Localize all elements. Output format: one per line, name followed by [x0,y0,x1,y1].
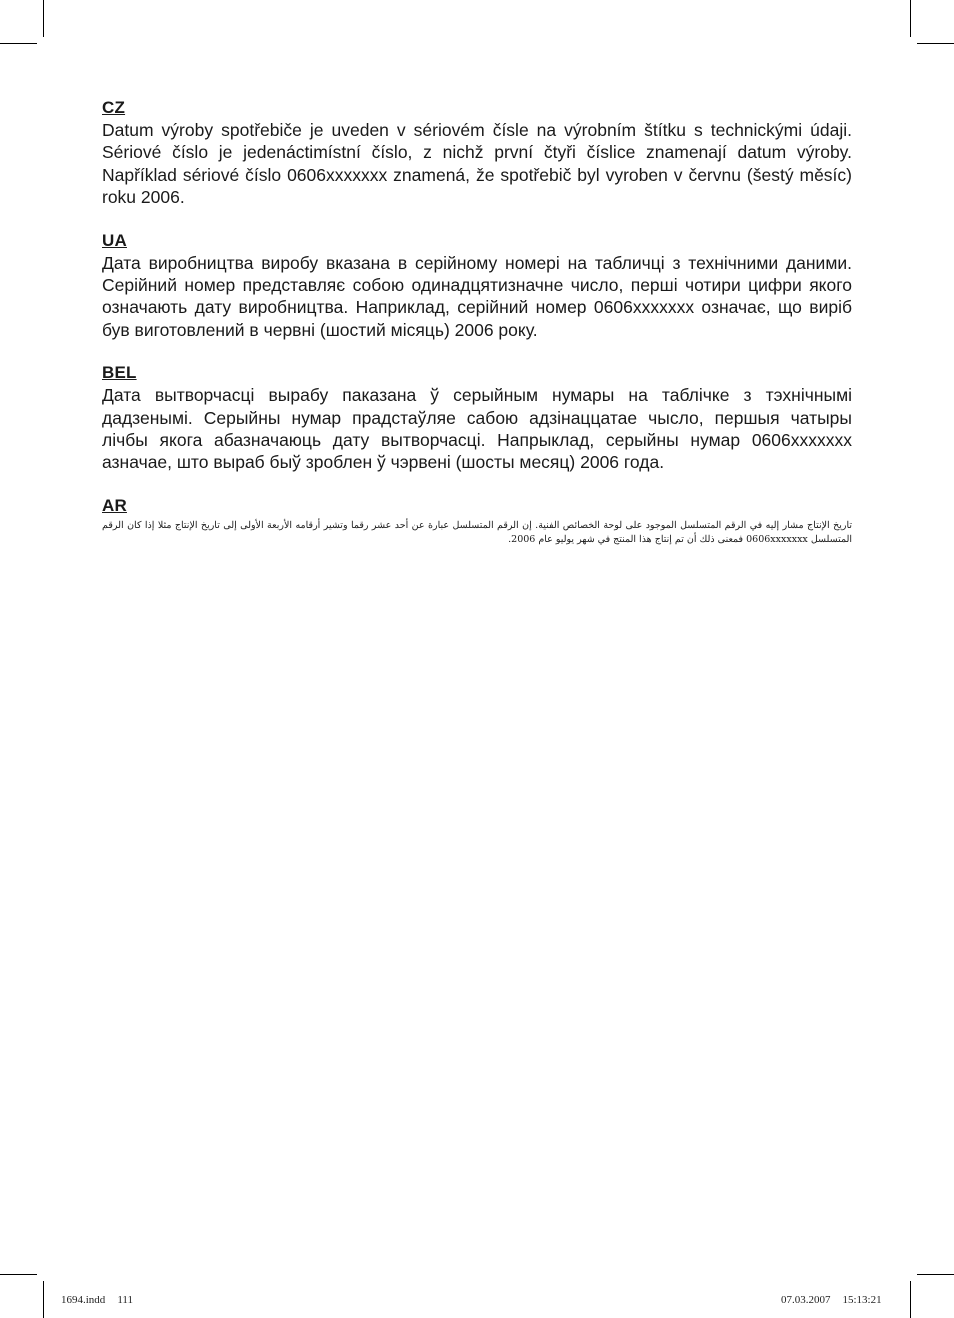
section-heading-cz: CZ [102,98,126,117]
section-heading-bel: BEL [102,363,137,383]
crop-mark-top-right-vertical [910,0,911,37]
section-bel [102,361,852,474]
section-text-ua: Дата виробництва виробу вказана в серійному номері на табличці з технічними даними. Серійний номер представляє собою одинадцятизначне число, перші чотири цифри якого означають дату виробництва. Наприклад, серійний номер 0606xxxxxxx означає, що виріб був виготовлений в червні (шостий місяць) 2006 року. [102,252,852,340]
section-ar [102,494,852,547]
footer-file-info [61,1294,133,1306]
crop-mark-bottom-left-horizontal [0,1274,37,1275]
footer-timestamp [781,1294,882,1306]
section-heading-ua: UA [102,230,127,250]
section-heading-ar: AR [102,495,127,515]
crop-mark-top-left-horizontal [0,43,37,44]
section-cz [102,96,852,209]
section-text-bel: Дата вытворчасці вырабу паказана ў серыйным нумары на таблічке з тэхнічнымі дадзенымі. Серыйны нумар прадстаўляе сабою адзінаццатае чысло, першыя чатыры лічбы якога абазначаюць дату вытворчасці. Напрыклад, серыйны нумар 0606xxxxxxx азначае, што выраб быў зроблен ў чэрвені (шосты месяц) 2006 года. [102,385,852,473]
crop-mark-bottom-right-vertical [910,1281,911,1318]
section-text-cz: Datum výroby spotřebiče je uveden v sériovém čísle na výrobním štítku s technickými údaji. Sériové číslo je jedenáctimístní číslo, z nichž první čtyři číslice znamenají datum výroby. Například sériové číslo 0606xxxxxxx znamená, že spotřebič byl vyroben v červnu (šestý měsíc) roku 2006. [102,120,852,208]
footer-time: 15:13:21 [842,1294,882,1306]
section-ua [102,229,852,342]
section-text-ar: تاريخ الإنتاج مشار إليه في الرقم المتسلسل الموجود على لوحة الخصائص الفنية. إن الرقم المتسلسل عبارة عن أحد عشر رقما وتشير أرقامه الأربعة الأولى إلى تاريخ الإنتاج مثلا إذا كان الرقم المتسلسل 0606xxxxxxx فمعنى ذلك أن تم إنتاج هذا المنتج في شهر يوليو عام 2006. [102,519,852,545]
page-content [102,96,852,567]
crop-mark-top-left-vertical [43,0,44,37]
crop-mark-bottom-right-horizontal [917,1274,954,1275]
footer-file-name: 1694.indd [61,1294,106,1306]
footer-page-number: 111 [117,1294,133,1306]
footer-date: 07.03.2007 [781,1294,831,1306]
crop-mark-top-right-horizontal [917,43,954,44]
crop-mark-bottom-left-vertical [43,1281,44,1318]
